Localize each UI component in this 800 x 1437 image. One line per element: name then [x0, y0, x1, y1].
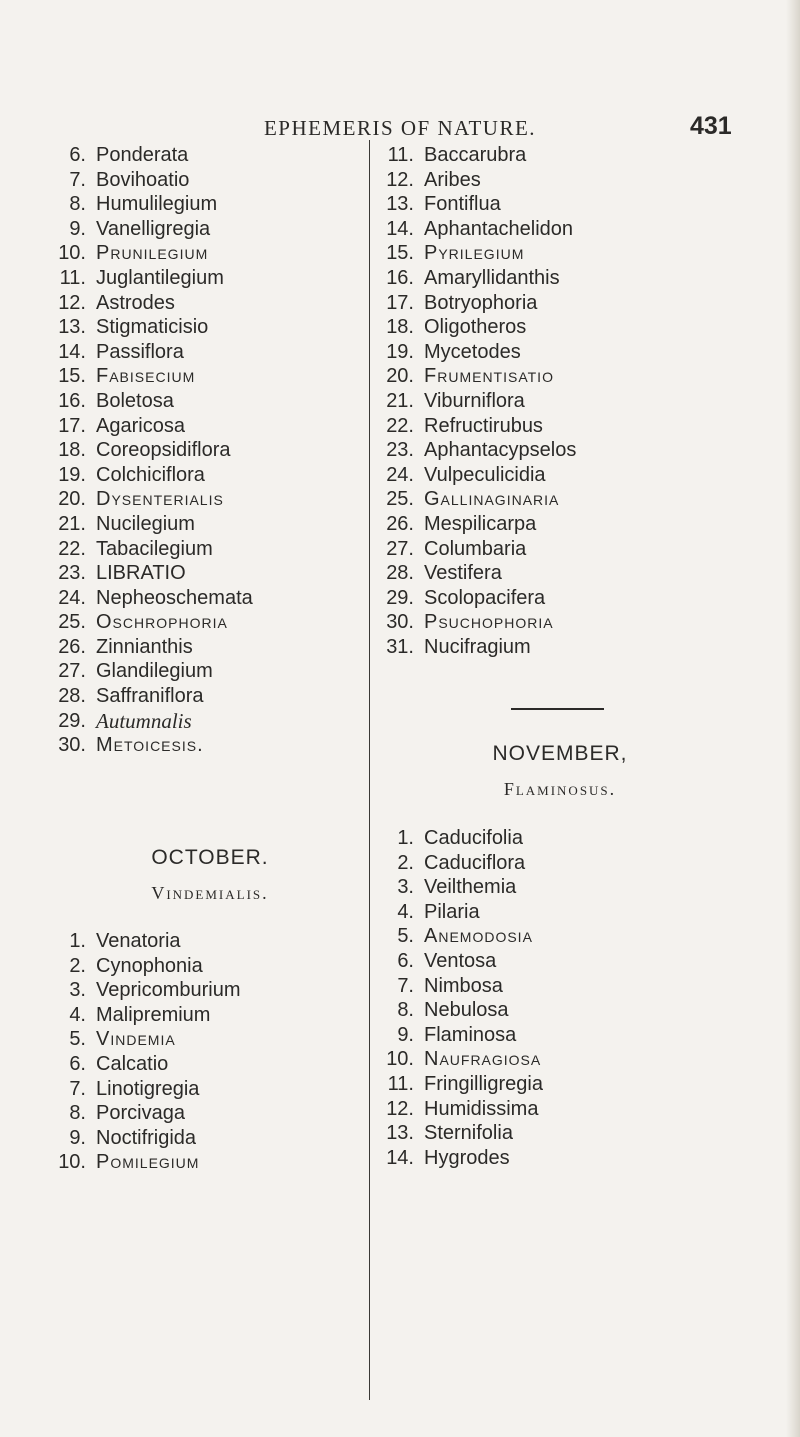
entry-number: 28.: [386, 562, 414, 585]
list-item: [52, 168, 362, 193]
entry-number: 16.: [386, 266, 414, 289]
entry-name: Nucifragium: [424, 635, 531, 658]
entry-name: Vepricomburium: [96, 979, 241, 1002]
entry-number: 27.: [58, 660, 86, 683]
entry-number: 11.: [387, 1072, 414, 1095]
entry-number: 22.: [58, 537, 86, 560]
list-item: [380, 414, 780, 439]
entry-number: 29.: [386, 586, 414, 609]
entry-number: 30.: [58, 734, 86, 757]
entry-number: 29.: [58, 709, 86, 732]
list-item: [380, 998, 780, 1023]
list-item: [52, 733, 362, 758]
list-item: [52, 143, 362, 168]
list-item: [380, 487, 780, 512]
list-item: [52, 217, 362, 242]
list-item: [380, 974, 780, 999]
list-item: [52, 364, 362, 389]
entry-number: 23.: [386, 439, 414, 462]
entry-number: 3.: [69, 979, 86, 1002]
entry-number: 25.: [386, 488, 414, 511]
entry-name: Fabisecium: [96, 365, 196, 388]
list-item: [52, 954, 362, 979]
entry-name: Vindemia: [96, 1028, 176, 1051]
entry-name: Pilaria: [424, 900, 480, 923]
list-item: [380, 561, 780, 586]
entry-name: Zinnianthis: [96, 635, 193, 658]
entry-number: 12.: [386, 168, 414, 191]
entry-name: Scolopacifera: [424, 586, 546, 609]
entry-number: 4.: [69, 1003, 86, 1026]
entry-number: 20.: [386, 365, 414, 388]
list-item: [52, 1077, 362, 1102]
entry-number: 26.: [386, 512, 414, 535]
list-item: [380, 900, 780, 925]
entry-number: 13.: [58, 316, 86, 339]
entry-name: Aphantachelidon: [424, 217, 574, 240]
entry-number: 8.: [69, 1102, 86, 1125]
entry-name: Mycetodes: [424, 340, 521, 363]
list-item: [52, 192, 362, 217]
entry-number: 21.: [386, 389, 414, 412]
list-item: [52, 561, 362, 586]
entry-name: Glandilegium: [96, 660, 213, 683]
list-item: [52, 709, 362, 734]
entry-name: Fringilligregia: [424, 1072, 543, 1095]
list-item: [380, 340, 780, 365]
november-heading: NOVEMBER,: [492, 742, 628, 765]
entry-name: Hygrodes: [424, 1146, 510, 1169]
list-item: [52, 414, 362, 439]
entry-name: Passiflora: [96, 340, 184, 363]
entry-name: Linotigregia: [96, 1077, 200, 1100]
entry-number: 31.: [386, 635, 414, 658]
entry-name: Vanelligregia: [96, 217, 211, 240]
entry-number: 17.: [386, 291, 414, 314]
list-item: [380, 1023, 780, 1048]
entry-number: 19.: [386, 340, 414, 363]
entry-name: Frumentisatio: [424, 365, 554, 388]
entry-name: Nepheoschemata: [96, 586, 253, 609]
entry-number: 22.: [386, 414, 414, 437]
entry-name: Calcatio: [96, 1052, 169, 1075]
entry-number: 9.: [69, 217, 86, 240]
list-item: [380, 586, 780, 611]
list-item: [52, 586, 362, 611]
entry-name: Gallinaginaria: [424, 488, 560, 511]
entry-number: 8.: [69, 193, 86, 216]
list-item: [52, 389, 362, 414]
list-item: [380, 1097, 780, 1122]
entry-name: Baccarubra: [424, 144, 527, 166]
list-item: [380, 217, 780, 242]
list-item: [52, 1126, 362, 1151]
entry-number: 2.: [397, 851, 414, 874]
list-item: [380, 192, 780, 217]
entry-number: 24.: [386, 463, 414, 486]
entry-name: Flaminosa: [424, 1023, 517, 1046]
entry-name: Naufragiosa: [424, 1048, 542, 1071]
entry-name: Tabacilegium: [96, 537, 213, 560]
entry-name: Caducifolia: [424, 827, 523, 849]
entry-name: Malipremium: [96, 1003, 211, 1026]
list-item: [380, 438, 780, 463]
november-subtitle: Flaminosus.: [503, 779, 617, 799]
list-item: [52, 978, 362, 1003]
entry-name: Humidissima: [424, 1097, 539, 1120]
list-item: [380, 610, 780, 635]
page-edge: [786, 0, 800, 1437]
entry-number: 8.: [397, 999, 414, 1022]
entry-name: Nucilegium: [96, 512, 195, 535]
list-item: [380, 537, 780, 562]
running-head: EPHEMERIS OF NATURE.: [263, 116, 537, 140]
list-item: [52, 241, 362, 266]
entry-number: 3.: [397, 876, 414, 899]
october-heading: OCTOBER.: [151, 846, 269, 869]
entry-name: Pyrilegium: [424, 242, 525, 265]
list-item: [52, 340, 362, 365]
entry-name: Mespilicarpa: [424, 512, 537, 535]
entry-name: Porcivaga: [96, 1102, 185, 1125]
list-item: [380, 875, 780, 900]
entry-name: Botryophoria: [424, 291, 538, 314]
entry-name: Noctifrigida: [96, 1126, 197, 1149]
entry-number: 26.: [58, 635, 86, 658]
list-item: [52, 684, 362, 709]
list-item: [52, 315, 362, 340]
entry-number: 14.: [386, 1146, 414, 1169]
list-item: [380, 924, 780, 949]
entry-name: Viburniflora: [424, 389, 525, 412]
entry-name: Caduciflora: [424, 851, 526, 874]
entry-number: 11.: [59, 266, 86, 289]
list-item: [380, 1047, 780, 1072]
entry-number: 1.: [69, 930, 86, 952]
list-item: [52, 1150, 362, 1175]
list-item: [52, 291, 362, 316]
entry-number: 11.: [387, 144, 414, 166]
list-item: [380, 143, 780, 168]
entry-number: 5.: [397, 925, 414, 948]
entry-number: 1.: [397, 827, 414, 849]
october-subtitle: Vindemialis.: [151, 883, 269, 903]
list-item: [52, 635, 362, 660]
list-item: [52, 512, 362, 537]
entry-number: 15.: [58, 365, 86, 388]
entry-name: Boletosa: [96, 389, 174, 412]
entry-name: Nimbosa: [424, 974, 503, 997]
entry-number: 10.: [58, 1151, 86, 1174]
entry-number: 7.: [69, 168, 86, 191]
list-item: [380, 364, 780, 389]
entry-name: Refructirubus: [424, 414, 543, 437]
entry-number: 12.: [58, 291, 86, 314]
entry-number: 15.: [386, 242, 414, 265]
entry-name: Nebulosa: [424, 999, 509, 1022]
entry-name: Ponderata: [96, 144, 189, 166]
entry-number: 6.: [69, 144, 86, 166]
right-column-list: [380, 143, 780, 659]
entry-name: Agaricosa: [96, 414, 185, 437]
november-list: [380, 826, 780, 1170]
entry-number: 6.: [397, 949, 414, 972]
list-item: [52, 1101, 362, 1126]
entry-name: Pomilegium: [96, 1151, 200, 1174]
entry-name: Cynophonia: [96, 954, 203, 977]
list-item: [52, 659, 362, 684]
entry-number: 17.: [58, 414, 86, 437]
entry-number: 16.: [58, 389, 86, 412]
list-item: [380, 635, 780, 660]
entry-number: 13.: [386, 193, 414, 216]
entry-name: Stigmaticisio: [96, 316, 209, 339]
entry-name: Bovihoatio: [96, 168, 190, 191]
entry-name: Autumnalis: [96, 708, 192, 733]
entry-number: 25.: [58, 611, 86, 634]
list-item: [380, 291, 780, 316]
entry-name: Coreopsidiflora: [96, 439, 231, 462]
list-item: [380, 512, 780, 537]
entry-name: Venatoria: [96, 930, 181, 952]
list-item: [52, 438, 362, 463]
list-item: [52, 929, 362, 954]
list-item: [52, 266, 362, 291]
entry-number: 13.: [386, 1122, 414, 1145]
list-item: [52, 1027, 362, 1052]
list-item: [380, 1146, 780, 1171]
entry-number: 27.: [386, 537, 414, 560]
entry-name: Colchiciflora: [96, 463, 205, 486]
entry-number: 19.: [58, 463, 86, 486]
list-item: [52, 1052, 362, 1077]
list-item: [52, 537, 362, 562]
list-item: [380, 463, 780, 488]
list-item: [52, 1003, 362, 1028]
entry-name: Humulilegium: [96, 193, 218, 216]
entry-number: 10.: [58, 242, 86, 265]
entry-name: Vulpeculicidia: [424, 463, 546, 486]
list-item: [52, 463, 362, 488]
section-rule: [511, 708, 604, 710]
list-item: [380, 241, 780, 266]
entry-name: Dysenterialis: [96, 488, 224, 511]
entry-number: 5.: [69, 1028, 86, 1051]
entry-name: Oligotheros: [424, 316, 527, 339]
entry-name: Anemodosia: [424, 925, 533, 948]
entry-number: 9.: [69, 1126, 86, 1149]
entry-number: 18.: [58, 439, 86, 462]
list-item: [52, 487, 362, 512]
entry-name: Aribes: [424, 168, 481, 191]
entry-name: LIBRATIO: [96, 562, 186, 585]
entry-number: 20.: [58, 488, 86, 511]
entry-number: 7.: [69, 1077, 86, 1100]
entry-number: 24.: [58, 586, 86, 609]
list-item: [380, 851, 780, 876]
october-list: [52, 929, 362, 1175]
entry-number: 7.: [397, 974, 414, 997]
entry-number: 10.: [386, 1048, 414, 1071]
entry-name: Aphantacypselos: [424, 439, 577, 462]
entry-number: 6.: [69, 1052, 86, 1075]
entry-number: 21.: [58, 512, 86, 535]
entry-number: 4.: [397, 900, 414, 923]
page-number: 431: [690, 112, 732, 140]
entry-name: Sternifolia: [424, 1122, 513, 1145]
column-divider: [369, 140, 370, 1400]
entry-name: Columbaria: [424, 537, 527, 560]
entry-name: Veilthemia: [424, 876, 517, 899]
entry-name: Oschrophoria: [96, 611, 228, 634]
entry-number: 2.: [69, 954, 86, 977]
list-item: [380, 168, 780, 193]
entry-name: Astrodes: [96, 291, 175, 314]
entry-name: Metoicesis.: [96, 734, 204, 757]
entry-number: 14.: [386, 217, 414, 240]
entry-number: 14.: [58, 340, 86, 363]
list-item: [380, 949, 780, 974]
entry-number: 9.: [397, 1023, 414, 1046]
entry-name: Ventosa: [424, 949, 497, 972]
entry-name: Psuchophoria: [424, 611, 554, 634]
left-column-list: [52, 143, 362, 758]
entry-name: Vestifera: [424, 562, 502, 585]
entry-number: 18.: [386, 316, 414, 339]
entry-name: Prunilegium: [96, 242, 209, 265]
entry-name: Saffraniflora: [96, 685, 204, 708]
list-item: [380, 826, 780, 851]
entry-name: Fontiflua: [424, 193, 501, 216]
list-item: [380, 389, 780, 414]
entry-number: 12.: [386, 1097, 414, 1120]
entry-name: Amaryllidanthis: [424, 266, 560, 289]
list-item: [380, 1072, 780, 1097]
entry-number: 23.: [58, 562, 86, 585]
entry-number: 28.: [58, 685, 86, 708]
list-item: [380, 315, 780, 340]
list-item: [52, 610, 362, 635]
list-item: [380, 1121, 780, 1146]
entry-name: Juglantilegium: [96, 266, 224, 289]
list-item: [380, 266, 780, 291]
entry-number: 30.: [386, 611, 414, 634]
